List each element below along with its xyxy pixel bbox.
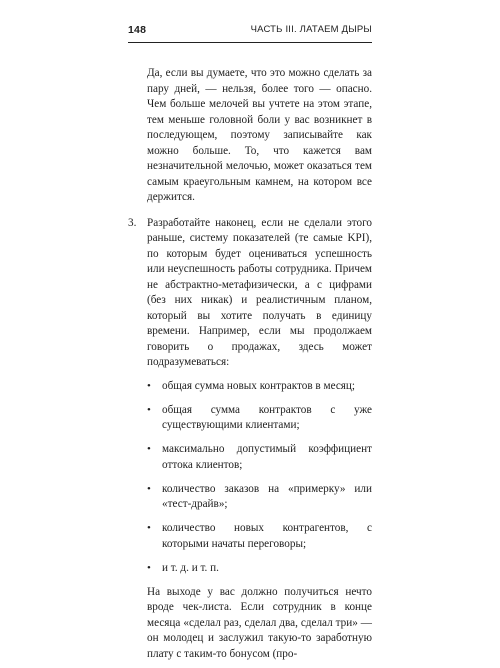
bullet-icon: •: [147, 403, 151, 416]
bullet-item: [147, 403, 372, 434]
bullet-item: [147, 521, 372, 552]
bullet-text: максимально допустимый коэффициент оттока клиентов;: [162, 443, 372, 471]
header-rule: [128, 42, 372, 43]
bullet-text: общая сумма контрактов с уже существующими клиентами;: [162, 403, 372, 431]
item-text: Разработайте наконец, если не сделали этого раньше, систему показателей (те самые KPI), по которым будет оцениваться успешность или неуспешность работы сотрудника. Причем не абстрактно-метафизически, а с цифрами (без них никак) и реалистичным планом, который вы хотите получать в единицу времени. Например, если мы продолжаем говорить о продажах, здесь может подразумеваться:: [147, 216, 372, 368]
item-body: [147, 216, 372, 663]
page-header: [128, 24, 372, 40]
closing-paragraph: На выходе у вас должно получиться нечто вроде чек-листа. Если сотрудник в конце месяца «сделал раз, сделал два, сделал три» — он молодец и заслужил такую-то заработную плату с таким-то бонусом (про-: [147, 585, 372, 660]
bullet-item: [147, 379, 372, 395]
bullet-icon: •: [147, 482, 151, 495]
bullet-icon: •: [147, 379, 151, 392]
bullet-item: [147, 482, 372, 513]
item-number: 3.: [128, 216, 137, 229]
bullet-list: [147, 379, 372, 577]
running-head: ЧАСТЬ III. ЛАТАЕМ ДЫРЫ: [250, 24, 372, 35]
page-number: 148: [128, 24, 147, 36]
bullet-text: общая сумма новых контрактов в месяц;: [162, 379, 356, 392]
page-content: [128, 66, 372, 668]
bullet-item: [147, 442, 372, 473]
bullet-text: и т. д. и т. п.: [162, 561, 219, 574]
bullet-text: количество заказов на «примерку» или «тест-драйв»;: [162, 482, 372, 510]
intro-paragraph: Да, если вы думаете, что это можно сделать за пару дней, — нельзя, более того — опасно. Чем больше мелочей вы учтете на этом этапе, тем меньше головной боли у вас возникнет в последующем, поэтому записывайте как можно больше. То, что кажется вам незначительной мелочью, может оказаться тем самым краеугольным камнем, на котором все держится.: [147, 67, 372, 203]
bullet-item: [147, 561, 372, 577]
bullet-icon: •: [147, 522, 151, 534]
numbered-item-3: [128, 216, 372, 663]
bullet-text: количество новых контрагентов, с которыми начаты переговоры;: [162, 522, 372, 550]
bullet-icon: •: [147, 561, 151, 574]
bullet-icon: •: [147, 443, 151, 455]
